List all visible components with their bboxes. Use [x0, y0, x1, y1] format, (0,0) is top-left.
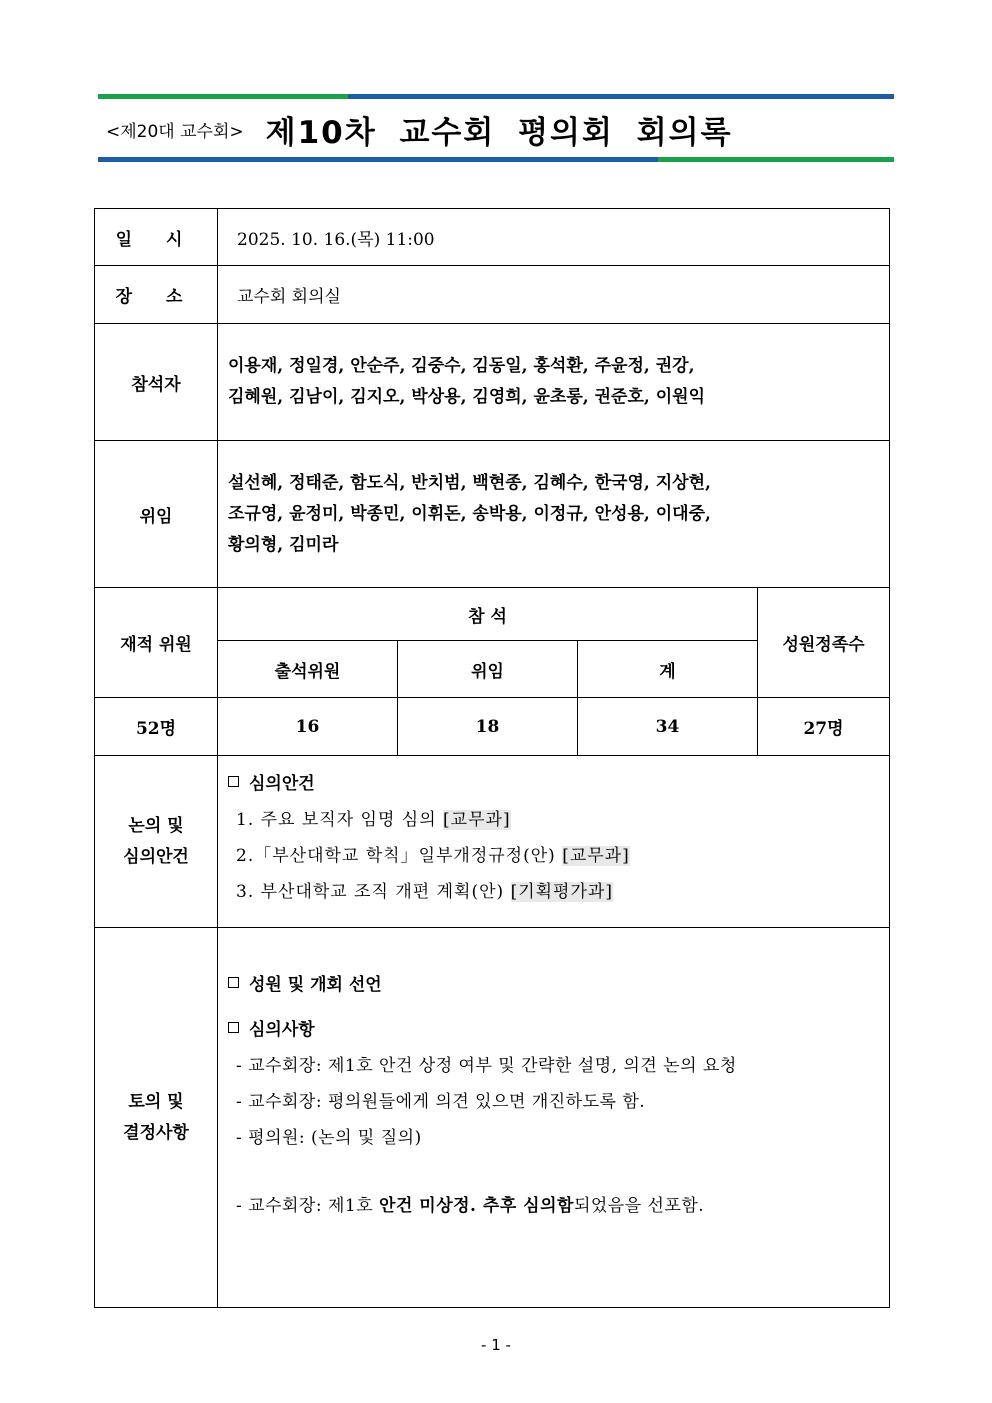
agenda-label-line: 논의 및 [128, 815, 184, 836]
members-label: 재적 위원 [95, 588, 218, 698]
deliberation-line: - 평의원: (논의 및 질의) [236, 1128, 422, 1148]
agenda-row [95, 756, 890, 928]
proxy-label: 위임 [95, 441, 218, 588]
members-value: 52명 [95, 698, 218, 756]
decisions-label-line: 토의 및 [128, 1091, 184, 1112]
date-row [95, 209, 890, 266]
date-value: 2025. 10. 16.(목) 11:00 [218, 209, 890, 266]
proxy-line: 황의형, 김미라 [228, 534, 339, 555]
total-label: 계 [578, 641, 758, 698]
agenda-heading [228, 769, 889, 794]
proxy-list [218, 441, 890, 588]
checkbox-square-icon [228, 977, 239, 988]
minutes-table [94, 208, 890, 1308]
page-number: - 1 - [481, 1336, 511, 1354]
attendees-line: 이용재, 정일경, 안순주, 김중수, 김동일, 홍석환, 주윤정, 권강, [228, 356, 695, 376]
dept-tag: [교무과] [562, 846, 630, 866]
document-header [106, 104, 733, 154]
deliberation-heading [228, 1015, 889, 1040]
dept-tag: [교무과] [443, 810, 511, 830]
deliberation-list [228, 1048, 889, 1224]
total-value: 34 [578, 698, 758, 756]
agenda-item: 1. 주요 보직자 임명 심의 [교무과] [236, 810, 511, 830]
quorum-label: 성원정족수 [758, 588, 890, 698]
place-label: 장 소 [95, 266, 218, 324]
proxy-row [95, 441, 890, 588]
quorum-value: 27명 [758, 698, 890, 756]
header-bottom-bar [98, 157, 894, 162]
agenda-heading-text: 심의안건 [249, 774, 315, 794]
attendees-row [95, 324, 890, 441]
proxy-line: 조규영, 윤정미, 박종민, 이휘돈, 송박용, 이정규, 안성용, 이대중, [228, 503, 711, 524]
attendees-line: 김혜원, 김남이, 김지오, 박상용, 김영희, 윤초롱, 권준호, 이원익 [228, 387, 705, 407]
proxy-line: 설선혜, 정태준, 함도식, 반치범, 백현종, 김혜수, 한국영, 지상현, [228, 472, 711, 493]
attendees-label: 참석자 [95, 324, 218, 441]
decisions-label-line: 결정사항 [123, 1122, 189, 1143]
decisions-label [95, 928, 218, 1308]
agenda-list [228, 802, 889, 910]
checkbox-square-icon [228, 1022, 239, 1033]
deliberation-heading-text: 심의사항 [249, 1020, 315, 1040]
dept-tag: [기획평가과] [510, 882, 613, 902]
checkbox-square-icon [228, 776, 239, 787]
header-top-bar [98, 94, 894, 99]
decisions-content [218, 928, 890, 1308]
place-row [95, 266, 890, 324]
deliberation-line: - 교수회장: 평의원들에게 의견 있으면 개진하도록 함. [236, 1092, 646, 1112]
attendance-label: 참 석 [218, 588, 758, 641]
deliberation-line: - 교수회장: 제1호 안건 상정 여부 및 간략한 설명, 의견 논의 요청 [236, 1056, 737, 1076]
page-title: 제10차 교수회 평의회 회의록 [265, 114, 733, 151]
proxy-count-label: 위임 [398, 641, 578, 698]
present-label: 출석위원 [218, 641, 398, 698]
proxy-value: 18 [398, 698, 578, 756]
present-value: 16 [218, 698, 398, 756]
opening-heading [228, 970, 889, 995]
agenda-content [218, 756, 890, 928]
stats-values-row [95, 698, 890, 756]
date-label: 일 시 [95, 209, 218, 266]
agenda-label [95, 756, 218, 928]
final-decision-line: - 교수회장: 제1호 안건 미상정. 추후 심의함되었음을 선포함. [236, 1196, 705, 1216]
agenda-item: 2.「부산대학교 학칙」일부개정규정(안) [교무과] [236, 846, 630, 866]
decisions-row [95, 928, 890, 1308]
attendees-list [218, 324, 890, 441]
place-value: 교수회 회의실 [218, 266, 890, 324]
opening-heading-text: 성원 및 개회 선언 [249, 975, 382, 995]
agenda-label-line: 심의안건 [123, 846, 189, 867]
council-prefix: <제20대 교수회> [106, 121, 244, 142]
stats-header-row [95, 588, 890, 641]
agenda-item: 3. 부산대학교 조직 개편 계획(안) [기획평가과] [236, 882, 613, 902]
decision-emphasis: 안건 미상정. 추후 심의함 [379, 1196, 574, 1216]
